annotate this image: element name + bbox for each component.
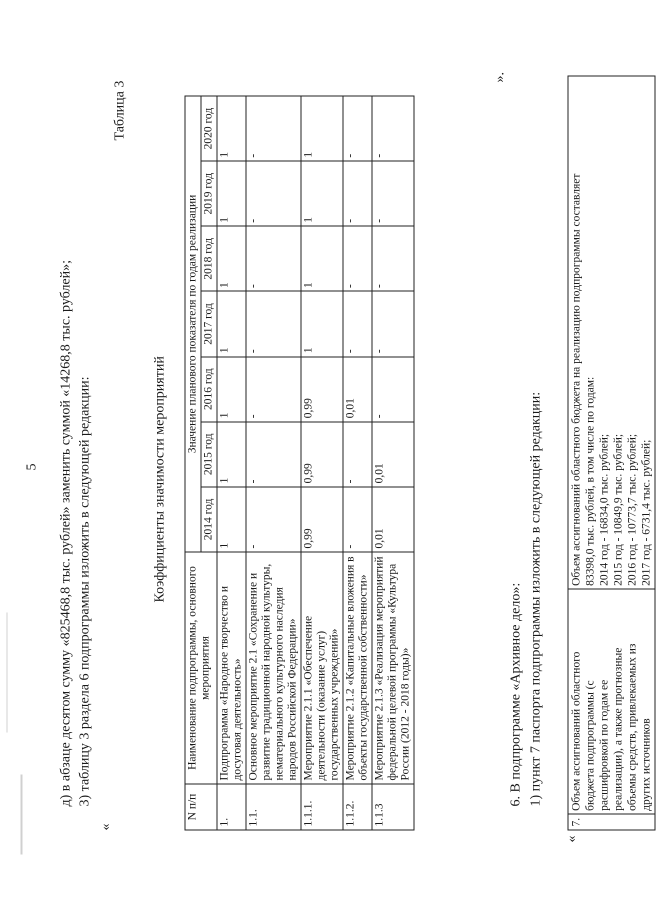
row-value: - xyxy=(246,226,301,291)
row-name: Основное мероприятие 2.1 «Сохранение и развитие традиционной народной культуры, нематериального культурного наследия народов Российской Федерации» xyxy=(246,552,301,784)
row-value: 1 xyxy=(217,161,246,226)
row-value: 1 xyxy=(217,422,246,487)
passport-left-line: других источников xyxy=(640,718,653,811)
header-year: 2015 год xyxy=(201,422,217,487)
passport-num: 7. xyxy=(568,814,655,830)
amend-line-d: д) в абзаце десятом сумму «825468,8 тыс. рублей» заменить суммой «14268,8 тыс. рублей»; xyxy=(58,259,74,807)
row-value: 0,01 xyxy=(372,422,414,487)
header-year: 2016 год xyxy=(201,357,217,422)
passport-left-line: Объем ассигнований областного xyxy=(570,651,583,811)
row-name: Мероприятие 2.1.3 «Реализация мероприятий федеральной целевой программы «Культура России (2012 - 2018 годы)» xyxy=(372,552,414,784)
row-value: - xyxy=(372,226,414,291)
row-value: 1 xyxy=(301,161,343,226)
passport-right-cell xyxy=(568,76,655,589)
scan-artifact xyxy=(7,613,8,733)
row-value: - xyxy=(372,96,414,161)
coefficients-table xyxy=(185,96,415,831)
row-value: 0,01 xyxy=(372,487,414,552)
row-value: 0,99 xyxy=(301,357,343,422)
passport-right-line: 83398,0 тыс. рублей, в том числе по годам: xyxy=(584,376,597,586)
passport-left-line: объемы средств, привлекаемых из xyxy=(626,643,639,811)
rotated-document-page xyxy=(3,0,653,903)
row-value: - xyxy=(246,357,301,422)
row-num: 1.1.2. xyxy=(343,784,372,830)
page-number: 5 xyxy=(24,463,40,471)
amend-line-3: 3) таблицу 3 раздела 6 подпрограммы изложить в следующей редакции: xyxy=(77,376,93,807)
section6-item1: 1) пункт 7 паспорта подпрограммы изложить в следующей редакции: xyxy=(528,391,544,807)
row-value: - xyxy=(343,291,372,356)
row-value: - xyxy=(246,96,301,161)
row-value: - xyxy=(343,161,372,226)
row-value: - xyxy=(343,422,372,487)
row-name: Мероприятие 2.1.2 «Капитальные вложения в объекты государственной собственности» xyxy=(343,552,372,784)
scan-artifact xyxy=(21,775,23,855)
table-title: Коэффициенты значимости мероприятий xyxy=(152,356,168,603)
header-year: 2018 год xyxy=(201,226,217,291)
passport-left-line: бюджета подпрограммы (с xyxy=(584,680,597,811)
passport-table xyxy=(568,76,656,831)
row-value: 1 xyxy=(217,96,246,161)
table-row xyxy=(217,96,246,830)
row-value: - xyxy=(246,422,301,487)
row-num: 1. xyxy=(217,784,246,830)
row-value: 1 xyxy=(217,357,246,422)
row-value: 1 xyxy=(217,291,246,356)
header-values-group: Значение планового показателя по годам реализации xyxy=(185,96,201,552)
passport-right-line: 2017 год - 6731,4 тыс. рублей; xyxy=(640,439,653,586)
row-num: 1.1.3 xyxy=(372,784,414,830)
header-year: 2014 год xyxy=(201,487,217,552)
row-value: 0,99 xyxy=(301,422,343,487)
row-value: - xyxy=(343,487,372,552)
table-row xyxy=(246,96,301,830)
header-year: 2020 год xyxy=(201,96,217,161)
passport-left-cell xyxy=(568,589,655,814)
passport-right-line: Объем ассигнований областного бюджета на реализацию подпрограммы составляет xyxy=(570,173,583,586)
table-row xyxy=(343,96,372,830)
row-value: - xyxy=(343,96,372,161)
row-value: - xyxy=(246,291,301,356)
table-header-row xyxy=(185,96,201,830)
passport-right-line: 2014 год - 16834,0 тыс. рублей; xyxy=(598,433,611,586)
row-name: Подпрограмма «Народное творчество и досуговая деятельность» xyxy=(217,552,246,784)
table-row xyxy=(372,96,414,830)
row-value: 1 xyxy=(217,226,246,291)
row-name: Мероприятие 2.1.1 «Обеспечение деятельности (оказание услуг) государственных учреждений» xyxy=(301,552,343,784)
table-label: Таблица 3 xyxy=(112,80,128,141)
row-value: 1 xyxy=(301,96,343,161)
row-value: - xyxy=(343,226,372,291)
row-value: - xyxy=(372,357,414,422)
row-value: 0,99 xyxy=(301,487,343,552)
passport-right-line: 2015 год - 10849,9 тыс. рублей; xyxy=(612,433,625,586)
table-row xyxy=(301,96,343,830)
row-value: - xyxy=(246,487,301,552)
row-value: 0,01 xyxy=(343,357,372,422)
close-quote: ». xyxy=(492,72,508,83)
passport-open-quote: « xyxy=(564,835,580,843)
row-value: 1 xyxy=(217,487,246,552)
row-value: 1 xyxy=(301,226,343,291)
header-num: N п/п xyxy=(185,784,217,830)
passport-row xyxy=(568,76,655,830)
row-num: 1.1. xyxy=(246,784,301,830)
header-year: 2017 год xyxy=(201,291,217,356)
row-value: - xyxy=(372,291,414,356)
passport-right-line: 2016 год - 10773,7 тыс. рублей; xyxy=(626,433,639,586)
row-value: - xyxy=(372,161,414,226)
passport-left-line: реализации), а также прогнозные xyxy=(612,647,625,811)
header-name: Наименование подпрограммы, основного мероприятия xyxy=(185,552,217,784)
row-value: 1 xyxy=(301,291,343,356)
row-value: - xyxy=(246,161,301,226)
open-quote: « xyxy=(98,823,114,831)
row-num: 1.1.1. xyxy=(301,784,343,830)
section6-heading: 6. В подпрограмме «Архивное дело»: xyxy=(508,582,524,807)
header-year: 2019 год xyxy=(201,161,217,226)
passport-left-line: расшифровкой по годам ее xyxy=(598,679,611,811)
